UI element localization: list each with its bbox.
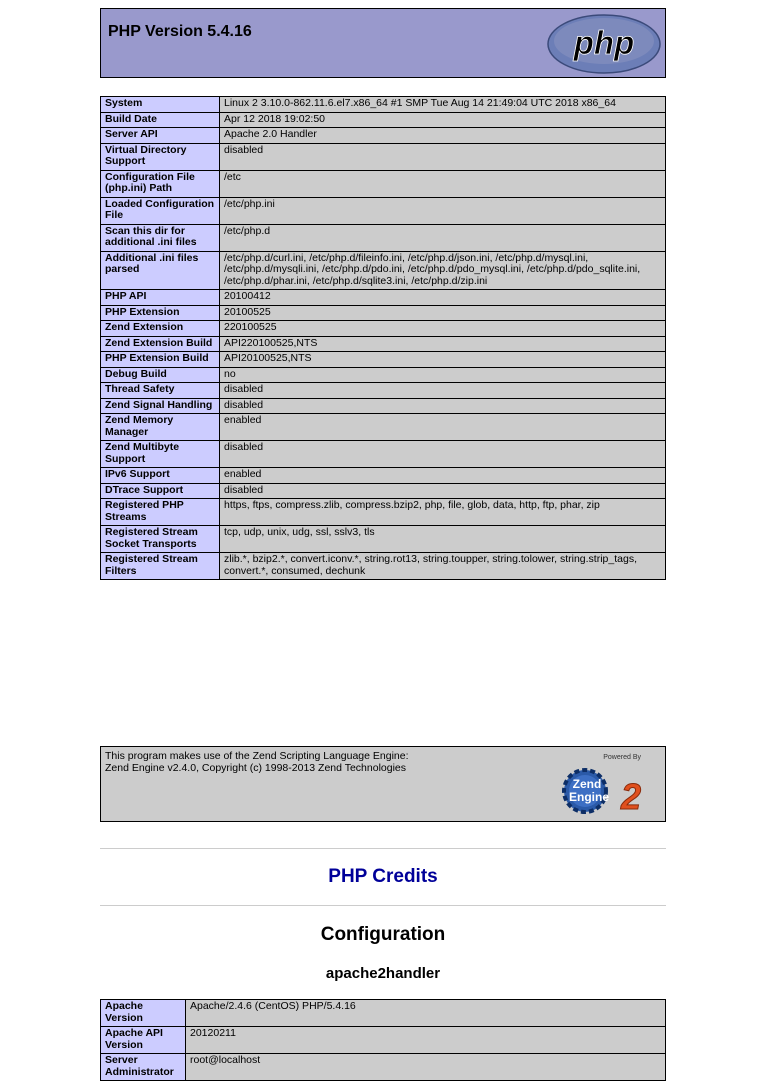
row-value: /etc/php.ini — [220, 197, 666, 224]
zend-line-2: Zend Engine v2.4.0, Copyright (c) 1998-2013 Zend Technologies — [105, 761, 406, 774]
svg-text:Zend: Zend — [572, 777, 602, 791]
table-row — [101, 441, 666, 468]
table-row — [101, 553, 666, 580]
row-key: Registered PHP Streams — [101, 499, 220, 526]
row-key: Build Date — [101, 112, 220, 128]
table-row — [101, 398, 666, 414]
row-value: 20120211 — [186, 1027, 666, 1054]
row-key: DTrace Support — [101, 483, 220, 499]
divider-2 — [100, 905, 666, 906]
table-row — [101, 526, 666, 553]
row-value: API20100525,NTS — [220, 352, 666, 368]
table-row — [101, 367, 666, 383]
row-key: Zend Extension Build — [101, 336, 220, 352]
row-value: 20100412 — [220, 290, 666, 306]
apache2handler-table — [100, 999, 666, 1081]
table-row — [101, 197, 666, 224]
row-value: disabled — [220, 143, 666, 170]
row-key: PHP API — [101, 290, 220, 306]
php-logo-icon — [546, 13, 662, 75]
table-row — [101, 383, 666, 399]
row-value: Linux 2 3.10.0-862.11.6.el7.x86_64 #1 SMP Tue Aug 14 21:49:04 UTC 2018 x86_64 — [220, 97, 666, 113]
divider-1 — [100, 848, 666, 849]
zend-engine-text — [105, 751, 409, 774]
table-row — [101, 352, 666, 368]
row-value: https, ftps, compress.zlib, compress.bzip2, php, file, glob, data, http, ftp, phar, zip — [220, 499, 666, 526]
row-key: Apache Version — [101, 1000, 186, 1027]
configuration-heading: Configuration — [320, 924, 446, 945]
svg-text:php: php — [573, 24, 635, 61]
table-row — [101, 143, 666, 170]
apache2handler-table-wrap — [100, 999, 666, 1081]
row-value: Apr 12 2018 19:02:50 — [220, 112, 666, 128]
row-key: Debug Build — [101, 367, 220, 383]
row-value: disabled — [220, 383, 666, 399]
row-key: Zend Memory Manager — [101, 414, 220, 441]
page-title: PHP Version 5.4.16 — [108, 23, 252, 40]
system-info-table-wrap — [100, 96, 666, 580]
row-value: tcp, udp, unix, udg, ssl, sslv3, tls — [220, 526, 666, 553]
row-key: IPv6 Support — [101, 468, 220, 484]
row-key: Additional .ini files parsed — [101, 251, 220, 290]
row-value: root@localhost — [186, 1054, 666, 1081]
row-key: Zend Multibyte Support — [101, 441, 220, 468]
row-key: PHP Extension Build — [101, 352, 220, 368]
svg-text:2: 2 — [620, 776, 642, 817]
row-key: Apache API Version — [101, 1027, 186, 1054]
table-row — [101, 321, 666, 337]
row-value: 20100525 — [220, 305, 666, 321]
row-value: API220100525,NTS — [220, 336, 666, 352]
table-row — [101, 483, 666, 499]
system-info-table — [100, 96, 666, 580]
table-row — [101, 224, 666, 251]
table-row — [101, 305, 666, 321]
row-key: Server Administrator — [101, 1054, 186, 1081]
table-row — [101, 1054, 666, 1081]
table-row — [101, 468, 666, 484]
table-row — [101, 290, 666, 306]
zend-engine-logo-icon — [543, 751, 659, 817]
row-value: /etc/php.d/curl.ini, /etc/php.d/fileinfo.ini, /etc/php.d/json.ini, /etc/php.d/mysql.ini, /etc/php.d/mysqli.ini, /etc/php.d/pdo.ini, /etc/php.d/pdo_mysql.ini, /etc/php.d/pdo_sqlite.ini, /etc/php.d/phar.ini, /etc/php.d/sqlite3.ini, /etc/php.d/zip.ini — [220, 251, 666, 290]
row-key: Virtual Directory Support — [101, 143, 220, 170]
row-value: Apache/2.4.6 (CentOS) PHP/5.4.16 — [186, 1000, 666, 1027]
row-key: Configuration File (php.ini) Path — [101, 170, 220, 197]
row-key: Registered Stream Filters — [101, 553, 220, 580]
zend-engine-box — [100, 746, 666, 822]
table-row — [101, 112, 666, 128]
table-row — [101, 414, 666, 441]
row-key: Zend Extension — [101, 321, 220, 337]
row-key: Loaded Configuration File — [101, 197, 220, 224]
row-value: disabled — [220, 441, 666, 468]
php-credits-link[interactable]: PHP Credits — [328, 866, 438, 887]
table-row — [101, 499, 666, 526]
row-value: disabled — [220, 483, 666, 499]
row-value: zlib.*, bzip2.*, convert.iconv.*, string.rot13, string.toupper, string.tolower, string.strip_tags, convert.*, consumed, dechunk — [220, 553, 666, 580]
row-key: Scan this dir for additional .ini files — [101, 224, 220, 251]
zend-line-1: This program makes use of the Zend Scripting Language Engine: — [105, 750, 409, 762]
row-value: Apache 2.0 Handler — [220, 128, 666, 144]
row-value: enabled — [220, 468, 666, 484]
row-key: Thread Safety — [101, 383, 220, 399]
row-value: /etc/php.d — [220, 224, 666, 251]
table-row — [101, 251, 666, 290]
row-key: System — [101, 97, 220, 113]
php-logo[interactable] — [546, 13, 662, 78]
zend-engine-logo[interactable] — [543, 751, 659, 820]
table-row — [101, 170, 666, 197]
row-key: Zend Signal Handling — [101, 398, 220, 414]
row-key: PHP Extension — [101, 305, 220, 321]
row-value: no — [220, 367, 666, 383]
row-key: Server API — [101, 128, 220, 144]
svg-text:Engine: Engine — [568, 790, 610, 804]
table-row — [101, 1027, 666, 1054]
row-value: enabled — [220, 414, 666, 441]
table-row — [101, 1000, 666, 1027]
php-version-header — [100, 8, 666, 78]
row-key: Registered Stream Socket Transports — [101, 526, 220, 553]
apache2handler-heading: apache2handler — [325, 965, 441, 982]
row-value: disabled — [220, 398, 666, 414]
table-row — [101, 336, 666, 352]
table-row — [101, 128, 666, 144]
table-row — [101, 97, 666, 113]
row-value: /etc — [220, 170, 666, 197]
row-value: 220100525 — [220, 321, 666, 337]
svg-text:Powered By: Powered By — [603, 754, 641, 761]
